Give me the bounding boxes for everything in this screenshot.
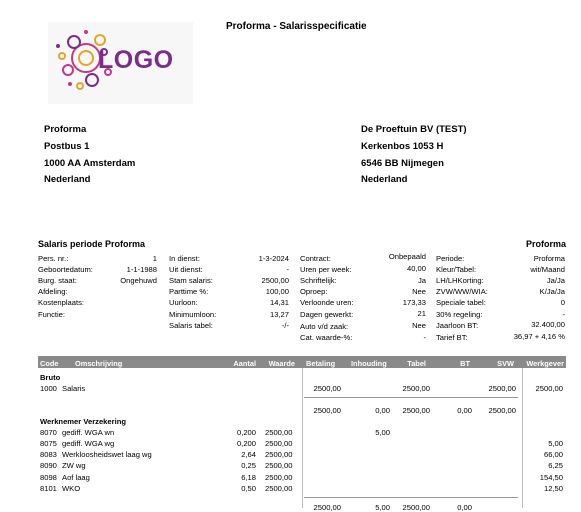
address-left-line: 1000 AA Amsterdam — [44, 158, 136, 169]
info-value: 100,00 — [265, 287, 289, 296]
cell-code: 8075 — [40, 439, 57, 448]
info-label: Uren per week: — [300, 265, 352, 274]
info-label: Dagen gewerkt: — [300, 310, 354, 319]
info-value: 36,97 + 4,16 % — [513, 332, 565, 341]
info-label: Parttime %: — [169, 287, 209, 296]
section-title-werknemer: Werknemer Verzekering — [40, 417, 126, 426]
col-header-bt: BT — [460, 359, 470, 368]
info-value: K/Ja/Ja — [539, 287, 565, 296]
cell-aantal: 0,25 — [241, 461, 256, 470]
cell-omschrijving: ZW wg — [62, 461, 86, 470]
col-header-tabel: Tabel — [407, 359, 426, 368]
cell-waarde: 2500,00 — [265, 439, 293, 448]
subtotal-betaling: 2500,00 — [313, 503, 341, 512]
info-label: Stam salaris: — [169, 276, 213, 285]
info-value: 1-3-2024 — [258, 254, 289, 263]
info-value: - — [423, 333, 426, 342]
col-header-aantal: Aantal — [233, 359, 256, 368]
info-value: Ja — [417, 276, 426, 285]
period-right-label: Proforma — [525, 239, 566, 249]
cell-omschrijving: gediff. WGA wn — [62, 428, 115, 437]
info-value: - — [562, 310, 565, 319]
cell-werkgever: 66,00 — [543, 450, 563, 459]
cell-waarde: 2500,00 — [265, 484, 293, 493]
cell-omschrijving: Salaris — [62, 384, 86, 393]
subtotal-betaling: 2500,00 — [313, 406, 341, 415]
info-label: Contract: — [300, 254, 331, 263]
info-label: 30% regeling: — [436, 310, 483, 319]
subtotal-tabel: 2500,00 — [402, 406, 430, 415]
info-value: - — [286, 265, 289, 274]
info-value: 40,00 — [406, 264, 426, 273]
col-header-svw: SVW — [497, 359, 514, 368]
info-label: LH/LHKorting: — [436, 276, 484, 285]
info-label: In dienst: — [169, 254, 200, 263]
address-left-line: Nederland — [44, 174, 91, 185]
cell-waarde: 2500,00 — [265, 450, 293, 459]
info-label: Oproep: — [300, 287, 328, 296]
subtotal-inhouding: 0,00 — [375, 406, 390, 415]
info-label: Verloonde uren: — [300, 298, 354, 307]
info-value: -/- — [281, 321, 289, 330]
subtotal-svw: 2500,00 — [488, 406, 516, 415]
info-value: Nee — [412, 287, 426, 296]
info-label: Afdeling: — [38, 287, 68, 296]
info-label: Tarief BT: — [436, 333, 468, 342]
subtotal-line — [304, 397, 518, 398]
cell-code: 8098 — [40, 473, 57, 482]
info-label: Jaarloon BT: — [436, 321, 479, 330]
info-label: Geboortedatum: — [38, 265, 93, 274]
company-logo — [48, 22, 193, 104]
cell-werkgever: 12,50 — [543, 484, 563, 493]
info-value: 2500,00 — [261, 276, 289, 285]
info-value: 14,31 — [269, 298, 289, 307]
subtotal-bt: 0,00 — [457, 503, 472, 512]
info-value: wit/Maand — [530, 265, 565, 274]
col-header-betaling: Betaling — [306, 359, 336, 368]
info-value: 32.400,00 — [531, 320, 565, 329]
info-label: Burg. staat: — [38, 276, 77, 285]
cell-inhouding: 5,00 — [375, 428, 390, 437]
info-value: 21 — [417, 309, 426, 318]
cell-omschrijving: gediff. WGA wg — [62, 439, 115, 448]
address-right-line: Kerkenbos 1053 H — [361, 141, 444, 152]
period-label: Salaris periode Proforma — [38, 239, 146, 249]
cell-aantal: 0,200 — [236, 439, 256, 448]
info-label: Functie: — [38, 310, 66, 319]
cell-code: 8101 — [40, 484, 57, 493]
col-header-inhouding: Inhouding — [351, 359, 387, 368]
cell-omschrijving: Aof laag — [62, 473, 90, 482]
logo-text: LOGO — [98, 46, 174, 74]
info-label: ZVW/WW/WIA: — [436, 287, 488, 296]
cell-werkgever: 2500,00 — [535, 384, 563, 393]
address-right-line: 6546 BB Nijmegen — [361, 158, 444, 169]
subtotal-tabel: 2500,00 — [402, 503, 430, 512]
info-value: Proforma — [533, 254, 565, 263]
info-label: Uurloon: — [169, 298, 198, 307]
cell-aantal: 6,18 — [241, 473, 256, 482]
info-value: 173,33 — [402, 298, 426, 307]
cell-betaling: 2500,00 — [313, 384, 341, 393]
section-title-bruto: Bruto — [40, 373, 61, 382]
cell-code: 8090 — [40, 461, 57, 470]
info-label: Uit dienst: — [169, 265, 203, 274]
info-value: Ja/Ja — [546, 276, 565, 285]
info-value: 1 — [152, 254, 157, 263]
cell-tabel: 2500,00 — [402, 384, 430, 393]
address-left-line: Postbus 1 — [44, 141, 90, 152]
info-label: Pers. nr.: — [38, 254, 69, 263]
cell-waarde: 2500,00 — [265, 473, 293, 482]
cell-code: 1000 — [40, 384, 57, 393]
cell-aantal: 0,50 — [241, 484, 256, 493]
col-header-omschrijving: Omschrijving — [75, 359, 123, 368]
info-value: Nee — [412, 321, 426, 330]
info-value: 13,27 — [269, 310, 289, 319]
subtotal-inhouding: 5,00 — [375, 503, 390, 512]
info-label: Auto v/d zaak: — [300, 322, 349, 331]
col-header-werkgever: Werkgever — [526, 359, 564, 368]
info-value: Onbepaald — [388, 252, 426, 261]
subtotal-bt: 0,00 — [457, 406, 472, 415]
cell-aantal: 0,200 — [236, 428, 256, 437]
cell-svw: 2500,00 — [488, 384, 516, 393]
address-left-line: Proforma — [44, 124, 87, 135]
cell-werkgever: 5,00 — [548, 439, 563, 448]
cell-werkgever: 154,50 — [539, 473, 563, 482]
info-value: 0 — [560, 298, 565, 307]
cell-waarde: 2500,00 — [265, 428, 293, 437]
info-value: 1-1-1988 — [126, 265, 157, 274]
info-label: Salaris tabel: — [169, 321, 213, 330]
info-label: Cat. waarde-%: — [300, 333, 353, 342]
col-header-code: Code — [40, 359, 59, 368]
cell-omschrijving: Werkloosheidswet laag wg — [62, 450, 152, 459]
document-title: Proforma - Salarisspecificatie — [226, 21, 367, 32]
subtotal-line — [304, 497, 518, 498]
cell-werkgever: 6,25 — [548, 461, 563, 470]
info-label: Minimumloon: — [169, 310, 217, 319]
info-label: Speciale tabel: — [436, 298, 486, 307]
info-value: Ongehuwd — [120, 276, 157, 285]
address-right-line: De Proeftuin BV (TEST) — [361, 124, 467, 135]
address-right-line: Nederland — [361, 174, 408, 185]
info-label: Kostenplaats: — [38, 298, 85, 307]
cell-waarde: 2500,00 — [265, 461, 293, 470]
cell-omschrijving: WKO — [62, 484, 81, 493]
info-label: Schriftelijk: — [300, 276, 337, 285]
col-header-waarde: Waarde — [268, 359, 295, 368]
cell-code: 8070 — [40, 428, 57, 437]
info-label: Kleur/Tabel: — [436, 265, 477, 274]
cell-code: 8083 — [40, 450, 57, 459]
cell-aantal: 2,64 — [241, 450, 256, 459]
info-label: Periode: — [436, 254, 465, 263]
